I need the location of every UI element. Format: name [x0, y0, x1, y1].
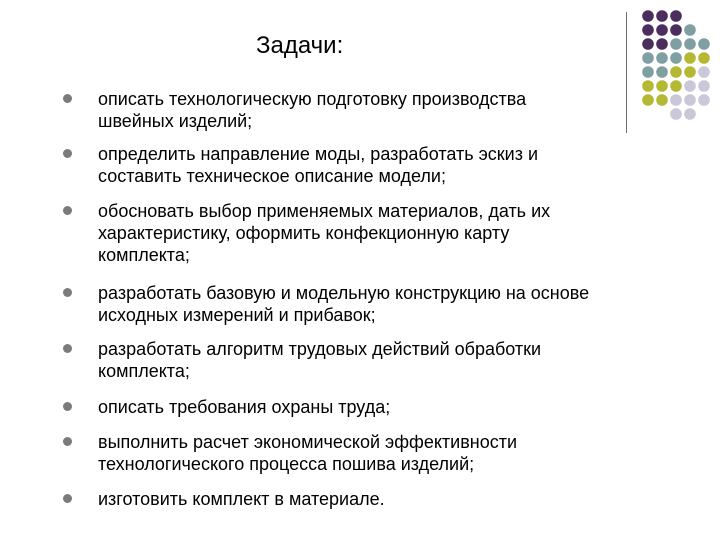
bullet-icon [63, 437, 72, 446]
list-item-text: описать технологическую подготовку производства швейных изделий; [98, 89, 527, 131]
deco-dot [642, 66, 654, 78]
deco-dot [698, 94, 710, 106]
deco-dot [670, 10, 682, 22]
deco-dot [656, 10, 668, 22]
list-item-text: изготовить комплект в материале. [98, 489, 385, 509]
list-item-text: выполнить расчет экономической эффективности технологического процесса пошива изделий; [98, 432, 518, 474]
bullet-icon [63, 402, 72, 411]
deco-dot [670, 38, 682, 50]
deco-dot [684, 52, 696, 64]
deco-dot [698, 80, 710, 92]
bullet-icon [63, 149, 72, 158]
deco-dot [684, 38, 696, 50]
list-item-text: описать требования охраны труда; [98, 397, 391, 417]
bullet-icon [63, 288, 72, 297]
deco-dot [642, 10, 654, 22]
bullet-icon [63, 344, 72, 353]
deco-dot [656, 24, 668, 36]
deco-dot [698, 52, 710, 64]
deco-dot [642, 24, 654, 36]
deco-dot [670, 24, 682, 36]
bullet-icon [63, 494, 72, 503]
deco-dot [656, 52, 668, 64]
list-item-text: обосновать выбор применяемых материалов, дать их характеристику, оформить конфекционную карту комплекта; [98, 201, 551, 265]
deco-dot [656, 38, 668, 50]
deco-dot [642, 52, 654, 64]
list-item-text: определить направление моды, разработать эскиз и составить техническое описание модели; [98, 144, 539, 186]
deco-dot [656, 66, 668, 78]
deco-dot [698, 38, 710, 50]
list-item-text: разработать алгоритм трудовых действий обработки комплекта; [98, 339, 542, 381]
deco-dot [684, 66, 696, 78]
deco-dot [670, 52, 682, 64]
deco-dot [698, 66, 710, 78]
list-item-text: разработать базовую и модельную конструкцию на основе исходных измерений и прибавок; [98, 283, 590, 325]
deco-dot [684, 24, 696, 36]
bullet-icon [63, 206, 72, 215]
slide-title: Задачи: [256, 32, 344, 59]
deco-dot [670, 66, 682, 78]
deco-dot [642, 38, 654, 50]
bullet-icon [63, 94, 72, 103]
